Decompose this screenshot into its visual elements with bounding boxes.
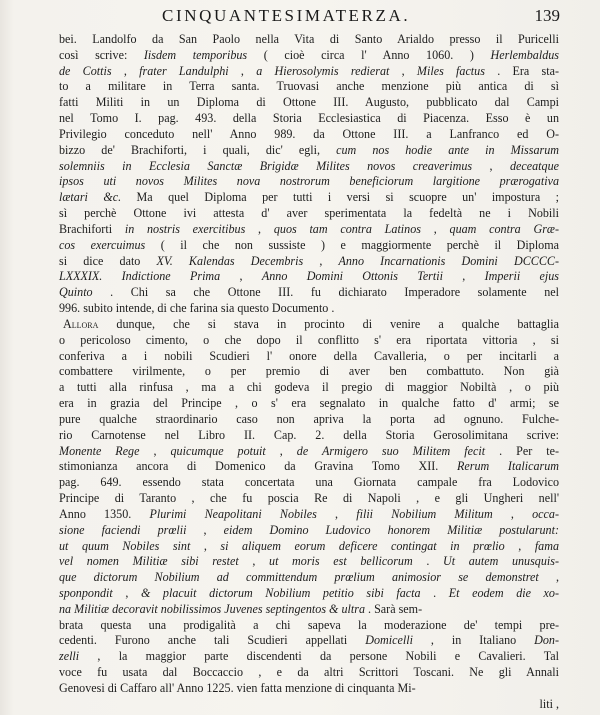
italic-text: eidem Domino Ludovico honorem Militiæ postularunt: <box>223 522 559 537</box>
text-line <box>59 396 559 412</box>
text-segment: rio Carnotense nel Libro II. Cap. 2. della Storia Gerosolimitana scrive: <box>59 427 559 442</box>
text-segment: o pericoloso cimento, o che dopo il conflitto s' era riportata vittoria , si <box>59 332 559 347</box>
text-segment: ( il che non sussiste ) e maggiormente perchè il Diploma <box>145 237 559 252</box>
text-line <box>59 570 559 586</box>
text-segment: combattere virilmente, o per premio di aver ben combattuto. Non già <box>59 364 559 379</box>
text-segment: , <box>139 443 171 458</box>
text-segment: a tutti alla rinfusa , ma a chi godeva il pregio di maggior Nobiltà , o più <box>59 380 559 395</box>
text-line <box>59 602 559 618</box>
text-segment: pag. 649. essendo stata concertata una Giornata campale fra Lodovico <box>59 475 559 490</box>
text-segment: , <box>238 554 270 569</box>
italic-text: in nostris exercitibus <box>124 221 246 236</box>
text-segment: Privilegio conceduto nell' Anno 989. da Ottone III. a Lanfranco ed O- <box>59 126 559 141</box>
italic-text: sione faciendi prœlii <box>59 522 187 537</box>
text-line <box>59 79 559 95</box>
italic-text: Iisdem temporibus <box>143 47 248 62</box>
italic-text: Herlembaldus <box>490 47 559 62</box>
italic-text: Miles factus <box>416 63 485 78</box>
text-line <box>59 190 559 206</box>
text-segment: 996. subito intende, di che farina sia questo Documento . <box>59 301 335 316</box>
text-segment: nel Tomo I. pag. 493. della Storia Ecclesiastica di Piacenza. Esso è un <box>59 111 559 126</box>
italic-text: quam contra Græ- <box>449 221 560 236</box>
italic-text: cos exercuimus <box>59 237 146 252</box>
text-line <box>59 143 559 159</box>
text-line <box>59 649 559 665</box>
italic-text: que dictorum Nobilium ad committendum prœlium animosior se demonstret <box>59 570 539 585</box>
italic-text: XV. Kalendas Decembris <box>156 253 304 268</box>
italic-text: cum nos hodie ante in Missarum <box>336 142 559 157</box>
italic-text: Ut autem unusquis- <box>443 554 559 569</box>
text-line <box>59 586 559 602</box>
italic-text: Anno Domini Ottonis Tertii <box>261 269 443 284</box>
text-segment: . Era sta- <box>484 63 559 78</box>
text-line <box>59 349 559 365</box>
italic-text: solemniis in Ecclesia Sanctæ Brigidæ Milites novos creaverimus <box>59 158 473 173</box>
italic-text: na Militiæ decoravit nobilissimos Juvenes septingentos & ultra <box>59 601 366 616</box>
italic-text: Don- <box>534 633 560 648</box>
text-segment: , <box>538 570 560 585</box>
text-line <box>59 665 559 681</box>
italic-text: Imperii ejus <box>484 269 560 284</box>
text-segment: , <box>190 538 221 553</box>
text-line <box>59 32 559 48</box>
italic-text: zelli <box>59 649 80 664</box>
text-segment: . Chi sa che Ottone III. fu dichiarato Imperadore solamente nel <box>92 285 559 300</box>
text-line <box>59 380 559 396</box>
italic-text: Domicelli <box>365 633 413 648</box>
text-line <box>59 174 559 190</box>
text-segment: bizzo de' Brachiforti, i quali, dic' egli, <box>59 142 337 157</box>
text-line <box>59 475 559 491</box>
italic-text: deceatque <box>509 158 560 173</box>
text-line <box>59 254 559 270</box>
text-segment: liti , <box>539 696 559 711</box>
text-segment: era in grazia del Principe , o s' era segnalato in qualche fatto d' armi; se <box>59 396 559 411</box>
italic-text: & placuit dictorum Nobilium petitio sibi facta <box>140 585 421 600</box>
text-segment: . Per te- <box>485 443 559 458</box>
text-segment: Principe di Taranto , che fu poscia Re di Napoli , e gli Ungheri nell' <box>59 491 559 506</box>
text-segment: Anno 1350. <box>59 506 150 521</box>
text-line <box>59 681 559 697</box>
text-line <box>59 539 559 555</box>
text-segment: voce fu usata dal Boccaccio , e da altri Scrittori Toscani. Ne gli Annali <box>59 665 559 680</box>
italic-text: Quinto <box>59 285 93 300</box>
italic-text: LXXXIX. Indictione Prima <box>59 269 221 284</box>
text-line <box>59 206 559 222</box>
text-segment: fatti Militi in un Diploma di Ottone III. Augusto, pubblicato dal Campi <box>59 95 559 110</box>
text-segment: dunque, che si stava in procinto di venire a qualche battaglia <box>98 316 559 331</box>
text-line <box>59 554 559 570</box>
text-line <box>59 364 559 380</box>
text-segment: , <box>316 506 357 521</box>
text-segment: . <box>412 554 444 569</box>
text-line <box>59 127 559 143</box>
text-segment: così scrive: <box>59 47 144 62</box>
italic-text: quicumque potuit <box>170 443 266 458</box>
italic-text: lætari &c. <box>59 190 122 205</box>
italic-text: a Hierosolymis redierat <box>256 63 390 78</box>
running-head-title: CINQUANTESIMATERZA. <box>162 6 411 25</box>
text-line <box>59 428 559 444</box>
italic-text: vel nomen Militiæ sibi restet <box>59 554 239 569</box>
italic-text: fama <box>534 538 559 553</box>
text-line <box>59 507 559 523</box>
italic-text: sponpondit <box>59 585 113 600</box>
text-line <box>59 111 559 127</box>
text-line <box>59 64 559 80</box>
italic-text: frater Landulphi <box>139 63 229 78</box>
text-line <box>59 459 559 475</box>
text-line <box>59 633 559 649</box>
text-line <box>59 412 559 428</box>
italic-text: de Armigero suo Militem fecit <box>296 443 486 458</box>
text-segment: . Sarà sem- <box>365 601 423 616</box>
italic-text: de Cottis <box>59 63 112 78</box>
italic-text: ut quum Nobiles sint <box>59 538 191 553</box>
text-segment: , <box>265 443 297 458</box>
text-segment: , <box>420 221 450 236</box>
italic-text: si aliquem eorum deficere contingat in prœlio <box>220 538 505 553</box>
text-segment: Ma quel Diploma per tutti i versi si scuopre un' impostura ; <box>121 190 559 205</box>
text-line <box>59 301 559 317</box>
text-line <box>59 444 559 460</box>
text-segment: pure qualche straordinario caso non apriva la porta ad ognuno. Fulche- <box>59 411 559 426</box>
text-segment: , <box>228 63 257 78</box>
body-text <box>59 32 559 713</box>
italic-text: Plurimi Neapolitani Nobiles <box>149 506 317 521</box>
text-segment: brata questa una prodigalità a chi sapeva la moderazione de' tempi pre- <box>59 617 559 632</box>
text-segment: sì perchè Ottone ivi attesta d' aver sperimentata la fedeltà ne i Nobili <box>59 206 559 221</box>
text-segment: bei. Landolfo da San Paolo nella Vita di Santo Arialdo presso il Puricelli <box>59 32 559 46</box>
text-segment: , <box>220 269 262 284</box>
italic-text: Et eodem die xo- <box>448 585 559 600</box>
text-line <box>59 222 559 238</box>
text-line <box>59 95 559 111</box>
text-line <box>59 491 559 507</box>
text-segment: to a militare in Terra santa. Truovasi anche menzione più antica di sì <box>59 79 559 94</box>
text-segment: , la maggior parte discendenti da persone Nobili e Cavalieri. Tal <box>79 649 559 664</box>
text-segment: , <box>303 253 339 268</box>
italic-text: Anno Incarnationis Domini DCCCC- <box>338 253 559 268</box>
text-line <box>59 269 559 285</box>
text-segment: , <box>245 221 274 236</box>
text-segment: . <box>420 585 449 600</box>
text-line <box>59 523 559 539</box>
text-segment: Brachiforti <box>59 221 125 236</box>
italic-text: quos tam contra Latinos <box>273 221 421 236</box>
text-segment: , <box>472 158 510 173</box>
text-line <box>59 159 559 175</box>
small-caps-text: Allora <box>63 316 99 331</box>
text-line <box>59 48 559 64</box>
text-segment: , <box>111 63 140 78</box>
text-segment: , <box>389 63 417 78</box>
italic-text: Monente Rege <box>59 443 140 458</box>
text-line <box>59 618 559 634</box>
text-segment: , <box>492 506 533 521</box>
text-segment: , <box>186 522 224 537</box>
italic-text: ut moris est bellicorum <box>269 554 413 569</box>
text-segment: , <box>112 585 141 600</box>
text-line <box>59 285 559 301</box>
text-segment: cedenti. Furono anche tali Scudieri appellati <box>59 633 366 648</box>
text-segment: , in Italiano <box>412 633 535 648</box>
italic-text: Rerum Italicarum <box>457 459 559 474</box>
italic-text: ipsos uti novos Milites nova nostrorum beneficiorum largitione prærogativa <box>59 174 559 189</box>
text-line <box>59 317 559 333</box>
text-segment: stimonianza ancora di Domenico da Gravina Tomo XII. <box>59 459 457 474</box>
text-line <box>59 333 559 349</box>
text-segment: ( cioè circa l' Anno 1060. ) <box>247 47 491 62</box>
text-segment: Genovesi di Caffaro all' Anno 1225. vien fatta menzione di cinquanta Mi- <box>59 680 416 695</box>
text-segment: si dice dato <box>59 253 157 268</box>
text-line <box>59 238 559 254</box>
text-line <box>59 697 559 713</box>
text-segment: , <box>504 538 535 553</box>
page-number: 139 <box>534 6 560 25</box>
italic-text: occa- <box>532 506 559 521</box>
page-header <box>60 6 560 26</box>
text-segment: , <box>442 269 485 284</box>
text-segment: conferiva a i nobili Scudieri l' onore della Cavalleria, o per incitarli a <box>59 348 559 363</box>
italic-text: filii Nobilium Militum <box>356 506 493 521</box>
